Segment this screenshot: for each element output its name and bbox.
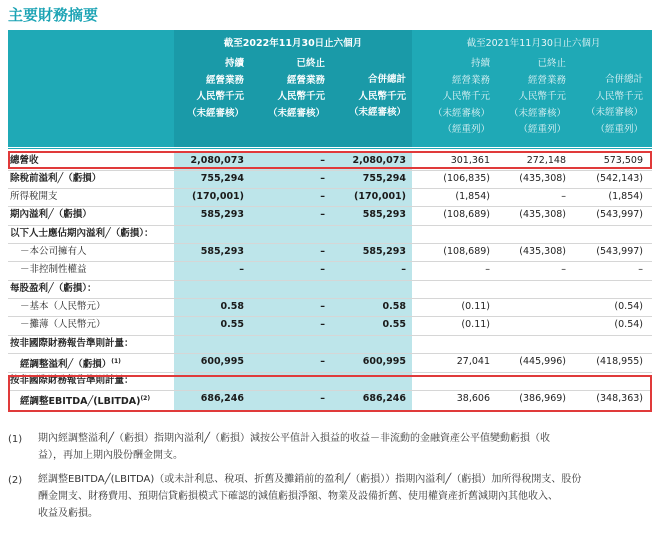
table-cell: 2,080,073 (190, 155, 244, 166)
table-cell: (1,854) (608, 191, 643, 202)
table-cell: (170,001) (192, 191, 244, 202)
table-cell: (1,854) (455, 191, 490, 202)
period-2022-heading: 截至2022年11月30日止六個月 (223, 38, 363, 49)
row-divider (8, 243, 652, 244)
row-label (10, 191, 58, 202)
table-cell: 38,606 (456, 393, 490, 404)
row-label (10, 338, 134, 349)
row-divider (8, 261, 652, 262)
table-cell: (435,308) (519, 209, 566, 220)
column-header-3-line-1: 合併總計 (367, 74, 406, 85)
column-header-6-line-4: （經重列） (595, 123, 643, 135)
table-cell: – (239, 264, 244, 275)
table-cell: – (320, 356, 325, 367)
row-divider (8, 353, 652, 354)
table-cell: (170,001) (354, 191, 406, 202)
column-header-5-line-1: 已終止 (537, 58, 566, 69)
table-cell: 585,293 (362, 246, 406, 257)
table-cell: 301,361 (450, 155, 490, 166)
table-cell: – (561, 264, 566, 275)
table-cell: – (320, 319, 325, 330)
column-header-6-line-3: （未經審核） (585, 107, 643, 118)
table-cell: 0.55 (220, 319, 244, 330)
column-header-2-line-4: （未經審核） (267, 107, 325, 119)
table-cell: (108,689) (443, 209, 490, 220)
row-label (10, 283, 96, 294)
table-cell: (0.11) (461, 301, 490, 312)
row-label-text: －攤薄（人民幣元） (20, 319, 106, 330)
table-cell: (435,308) (519, 173, 566, 184)
column-header-1-line-4: （未經審核） (186, 107, 244, 119)
column-header-2-line-1: 已終止 (296, 58, 325, 69)
footnote-1-line-1: 期內經調整溢利╱（虧損）指期內溢利╱（虧損）減按公平值計入損益的收益－非流動的金融資產公平值變動虧損（收 (38, 433, 551, 444)
table-cell: – (485, 264, 490, 275)
column-header-6-line-2: 人民幣千元 (595, 90, 643, 102)
highlight-box-revenue (8, 151, 652, 169)
row-label-text: 經調整溢利╱（虧損） (20, 359, 112, 371)
row-label (10, 228, 153, 239)
table-cell: 755,294 (362, 173, 406, 184)
column-header-5-line-2: 經營業務 (527, 74, 566, 86)
row-label-text: 每股盈利╱（虧損）： (10, 283, 97, 294)
table-cell: – (638, 264, 643, 275)
table-cell: – (320, 191, 325, 202)
highlight-box-ebitda (8, 375, 652, 412)
row-label-text: －本公司擁有人 (20, 246, 87, 257)
table-cell: – (320, 301, 325, 312)
page-title: 主要財務摘要 (8, 6, 99, 24)
period-2021-heading: 截至2021年11月30日止六個月 (466, 38, 601, 49)
table-cell: – (320, 246, 325, 257)
table-cell: 686,246 (200, 393, 244, 404)
row-label-text: 總營收 (10, 155, 39, 166)
row-divider (8, 280, 652, 281)
footnote-2-line-3: 收益及虧損。 (38, 508, 98, 519)
row-label (20, 301, 106, 312)
footnote-2-line-1: 經調整EBITDA╱(LBITDA)（或未計利息、稅項、折舊及攤銷前的盈利╱（虧損））指期內溢利╱（虧損）加所得稅開支、股份 (38, 474, 582, 485)
table-cell: (543,997) (596, 246, 643, 257)
column-header-5-line-3: 人民幣千元 (518, 91, 566, 102)
table-cell: 585,293 (200, 209, 244, 220)
table-cell: 0.58 (382, 301, 406, 312)
table-cell: (435,308) (519, 246, 566, 257)
header-divider (8, 148, 652, 149)
row-divider (8, 206, 652, 207)
row-label (20, 246, 87, 257)
column-header-2-line-2: 經營業務 (286, 74, 325, 86)
footnote-ref: (2) (140, 395, 151, 402)
table-cell: – (320, 209, 325, 220)
row-label-text: 除稅前溢利╱（虧損） (10, 173, 102, 184)
row-label (20, 264, 87, 275)
table-cell: – (561, 191, 566, 202)
column-header-4-line-1: 持續 (470, 58, 490, 69)
footnote-2-line-2: 酬金開支、財務費用、預期信貸虧損模式下確認的減值虧損淨額、物業及設備折舊、使用權資產折舊減期內其他收入、 (38, 491, 558, 502)
row-label-text: 期內溢利╱（虧損） (10, 209, 92, 220)
row-divider (8, 170, 652, 171)
table-cell: (348,363) (596, 393, 643, 404)
row-label (20, 356, 121, 370)
table-cell: (106,835) (443, 173, 490, 184)
table-cell: 600,995 (362, 356, 406, 367)
row-label (10, 173, 101, 184)
row-divider (8, 316, 652, 317)
column-header-4-line-5: （經重列） (442, 124, 490, 135)
table-cell: (108,689) (443, 246, 490, 257)
row-label (10, 209, 92, 220)
row-label-text: 經調整EBITDA╱(LBITDA) (20, 396, 141, 408)
column-header-1-line-2: 經營業務 (205, 74, 244, 86)
row-label-text: 按非國際財務報告準則計量： (10, 338, 134, 349)
row-divider (8, 298, 652, 299)
row-label-text: 所得稅開支 (10, 191, 58, 202)
table-cell: 2,080,073 (352, 155, 406, 166)
row-label-text: 按非國際財務報告準則計量： (10, 375, 134, 386)
table-cell: (445,996) (519, 356, 566, 367)
column-header-6-line-1: 合併總計 (604, 74, 643, 85)
column-header-1-line-1: 持續 (224, 58, 244, 69)
row-divider (8, 372, 652, 373)
table-cell: (542,143) (596, 173, 643, 184)
table-cell: 0.55 (382, 319, 406, 330)
table-cell: (0.11) (461, 319, 490, 330)
table-cell: 600,995 (200, 356, 244, 367)
column-header-5-line-5: （經重列） (518, 124, 566, 135)
table-cell: 27,041 (456, 356, 490, 367)
table-cell: 585,293 (200, 246, 244, 257)
column-header-4-line-2: 經營業務 (451, 74, 490, 86)
table-cell: – (320, 155, 325, 166)
table-cell: – (320, 264, 325, 275)
table-cell: 0.58 (220, 301, 244, 312)
table-cell: (0.54) (614, 301, 643, 312)
table-cell: 686,246 (362, 393, 406, 404)
table-cell: 755,294 (200, 173, 244, 184)
row-divider (8, 188, 652, 189)
table-cell: 272,148 (526, 155, 566, 166)
table-cell: 585,293 (362, 209, 406, 220)
row-divider (8, 335, 652, 336)
footnote-ref: (1) (111, 358, 121, 365)
table-cell: – (320, 393, 325, 404)
footnote-2-number: (2) (8, 475, 23, 486)
column-header-5-line-4: （未經審核） (508, 107, 566, 119)
column-header-3-line-3: （未經審核） (348, 107, 406, 118)
row-label-text: －非控制性權益 (20, 264, 87, 275)
row-label (20, 319, 106, 330)
table-cell: (543,997) (596, 209, 643, 220)
footnote-1-line-2: 益），再加上期內股份酬金開支。 (38, 450, 183, 461)
table-cell: – (401, 264, 406, 275)
footnote-1-number: (1) (8, 434, 23, 445)
row-divider (8, 225, 652, 226)
column-header-2-line-3: 人民幣千元 (277, 91, 325, 102)
column-header-4-line-4: （未經審核） (432, 107, 490, 119)
table-cell: (386,969) (519, 393, 566, 404)
row-label-text: 以下人士應佔期內溢利╱（虧損）： (10, 228, 154, 239)
table-cell: (418,955) (596, 356, 643, 367)
table-cell: 573,509 (603, 155, 643, 166)
column-header-3-line-2: 人民幣千元 (358, 90, 406, 102)
row-label-text: －基本（人民幣元） (20, 301, 106, 312)
table-cell: (0.54) (614, 319, 643, 330)
table-cell: – (320, 173, 325, 184)
column-header-4-line-3: 人民幣千元 (442, 91, 490, 102)
column-header-1-line-3: 人民幣千元 (196, 91, 244, 102)
